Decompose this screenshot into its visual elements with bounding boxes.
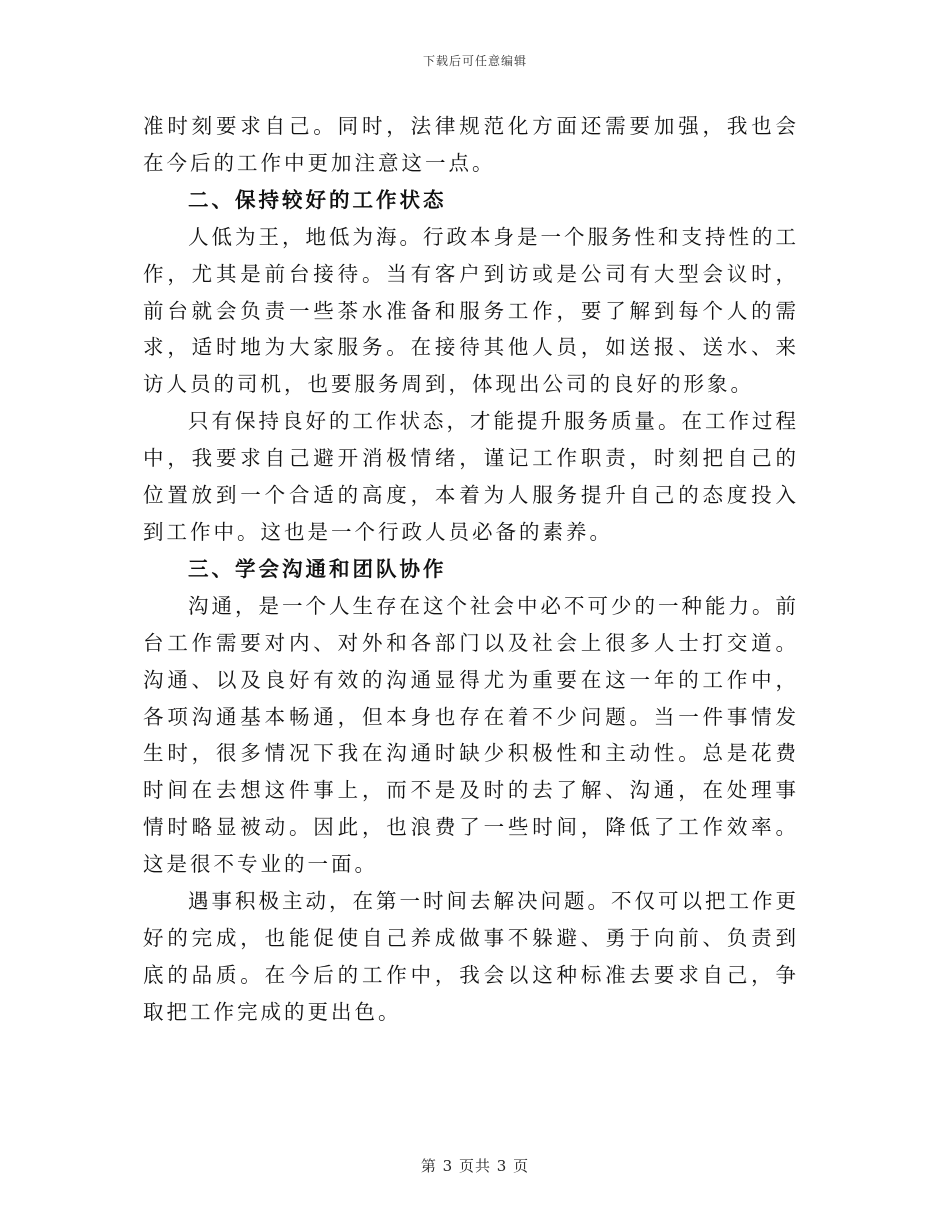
- paragraph-service: 人低为王，地低为海。行政本身是一个服务性和支持性的工作，尤其是前台接待。当有客户到访或是公司有大型会议时，前台就会负责一些茶水准备和服务工作，要了解到每个人的需求，适时地为大家服务。在接待其他人员，如送报、送水、来访人员的司机，也要服务周到，体现出公司的良好的形象。: [143, 224, 799, 397]
- document-body: [143, 108, 799, 1031]
- paragraph-proactive: 遇事积极主动，在第一时间去解决问题。不仅可以把工作更好的完成，也能促使自己养成做事不躲避、勇于向前、负责到底的品质。在今后的工作中，我会以这种标准去要求自己，争取把工作完成的更出色。: [143, 889, 799, 1024]
- page-header: 下载后可任意编辑: [422, 54, 527, 68]
- section-heading-work-state: 二、保持较好的工作状态: [188, 187, 447, 212]
- paragraph-work-state: 只有保持良好的工作状态，才能提升服务质量。在工作过程中，我要求自己避开消极情绪，谨记工作职责，时刻把自己的位置放到一个合适的高度，本着为人服务提升自己的态度投入到工作中。这也是一个行政人员必备的素养。: [143, 409, 799, 544]
- paragraph-continued: 准时刻要求自己。同时，法律规范化方面还需要加强，我也会在今后的工作中更加注意这一点。: [143, 114, 799, 175]
- page-number-footer: 第 3 页共 3 页: [420, 1157, 530, 1175]
- paragraph-communication: 沟通，是一个人生存在这个社会中必不可少的一种能力。前台工作需要对内、对外和各部门以及社会上很多人士打交道。沟通、以及良好有效的沟通显得尤为重要在这一年的工作中，各项沟通基本畅通，但本身也存在着不少问题。当一件事情发生时，很多情况下我在沟通时缺少积极性和主动性。总是花费时间在去想这件事上，而不是及时的去了解、沟通，在处理事情时略显被动。因此，也浪费了一些时间，降低了工作效率。这是很不专业的一面。: [143, 593, 799, 877]
- section-heading-communication: 三、学会沟通和团队协作: [188, 556, 447, 581]
